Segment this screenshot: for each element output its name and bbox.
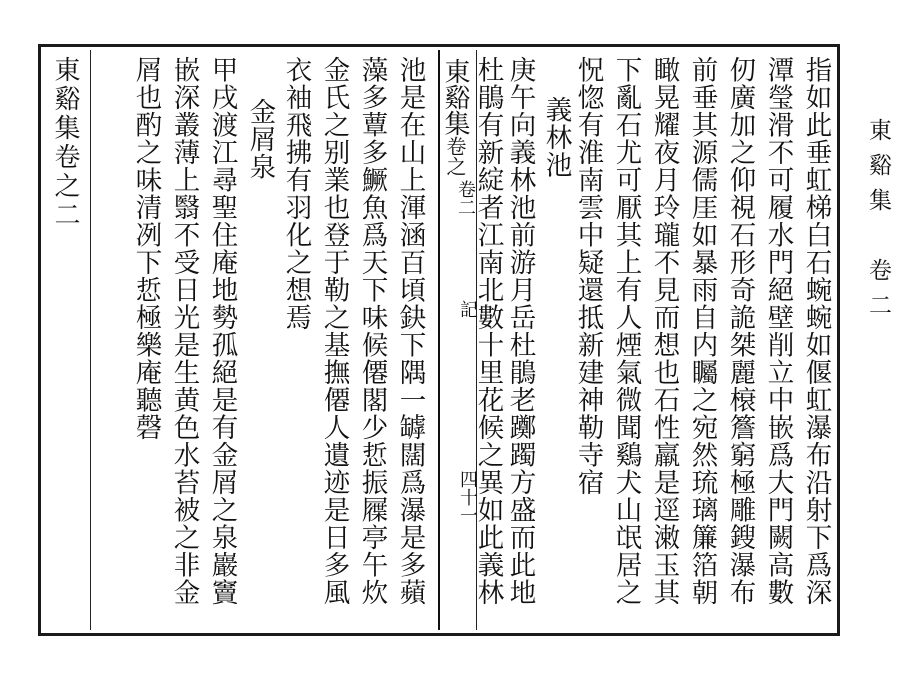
text-column: 仞廣加之仰視石形奇詭桀麗榱簷窮極雕鎪瀑布 bbox=[724, 56, 756, 606]
center-volume: 卷之 bbox=[443, 136, 467, 176]
center-genre: 記 bbox=[457, 300, 478, 318]
text-column: 屑也酌之味清冽下悊極樂庵聽磬 bbox=[130, 56, 162, 441]
outer-title: 東谿集卷之二 bbox=[50, 56, 80, 230]
text-column: 指如此垂虹梯白石蜿蜿如偃虹瀑布沿射下爲深 bbox=[800, 56, 832, 606]
outer-title-rule bbox=[90, 50, 91, 630]
text-column: 甲戌渡江尋聖住庵地勢孤絕是有金屑之泉巖竇 bbox=[206, 56, 238, 606]
section-title: 金屑泉 bbox=[244, 98, 276, 181]
center-juan: 卷二 bbox=[455, 180, 476, 216]
text-column: 池是在山上渾涵百頃鈌下隅一罅闊爲瀑是多蘋 bbox=[394, 56, 426, 606]
center-fold-rule bbox=[438, 50, 440, 630]
text-column: 金氏之别業也登于勒之基撫僊人遺迹是日多風 bbox=[318, 56, 350, 606]
text-column: 藻多蕈多鱖魚爲天下味候僊閣少悊振屧亭午炊 bbox=[356, 56, 388, 606]
center-fold-rule-right bbox=[476, 50, 477, 630]
text-column: 杜鵑有新綻者江南北數十里花候之異如此義林 bbox=[472, 56, 504, 606]
section-title: 義林池 bbox=[540, 96, 572, 179]
text-column: 瞰晃耀夜月玲瓏不見而想也石性羸是逕潄玉其 bbox=[648, 56, 680, 606]
text-column: 下亂石尤可厭其上有人煙氣微聞鷄犬山氓居之 bbox=[610, 56, 642, 606]
text-column: 庚午向義林池前游月岳杜鵑老躑躅方盛而此地 bbox=[504, 56, 536, 606]
text-column: 潭瑩滑不可履水門絕壁削立中嵌爲大門闕高數 bbox=[762, 56, 794, 606]
text-column: 怳惚有淮南雲中疑還抵新建神勒寺宿 bbox=[572, 56, 604, 496]
center-page-number: 四十一 bbox=[457, 470, 478, 524]
text-column: 衣袖飛拂有羽化之想焉 bbox=[280, 56, 312, 331]
margin-header: 東谿集 卷二 bbox=[865, 118, 891, 328]
text-column: 前垂其源儒厓如暴雨自内矚之宛然琉璃簾箔朝 bbox=[686, 56, 718, 606]
text-column: 嵌深叢薄上翳不受日光是生黄色水苔被之非金 bbox=[168, 56, 200, 606]
center-caption: 東谿集卷之 bbox=[440, 58, 470, 176]
